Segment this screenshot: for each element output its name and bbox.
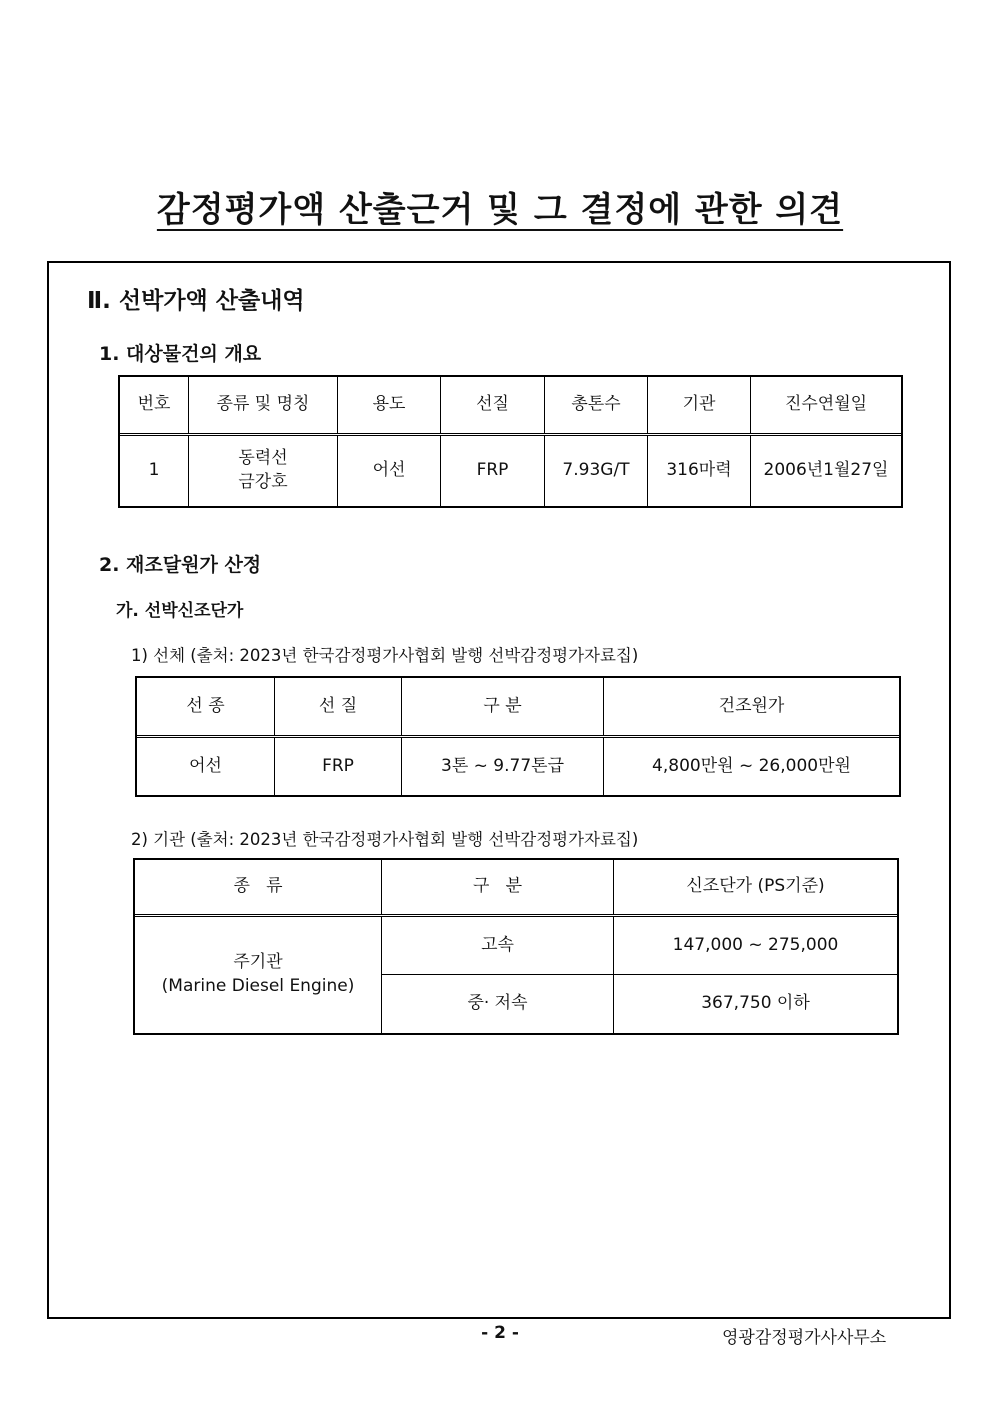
subsection-replacement-cost-heading: 2. 재조달원가 산정 [99,554,262,576]
engine-header-type: 종 류 [135,860,382,916]
hull-cell-ship-type: 어선 [137,737,275,796]
hull-header-class: 구 분 [402,678,604,737]
page-number: - 2 - [481,1323,519,1343]
header-tonnage: 총톤수 [545,377,648,435]
cell-launch-date: 2006년1월27일 [751,435,902,507]
hull-cell-build-cost: 4,800만원 ~ 26,000만원 [604,737,900,796]
engine-cell-class-high: 고속 [382,916,614,975]
engine-header-class: 구 분 [382,860,614,916]
hull-header-material: 선 질 [275,678,402,737]
engine-table [134,859,898,1034]
engine-cell-type [135,916,382,1034]
subsection-overview-heading: 1. 대상물건의 개요 [99,343,262,365]
engine-row-high-speed [135,916,898,975]
hull-cell-material: FRP [275,737,402,796]
cell-type-name [189,435,338,507]
header-no: 번호 [120,377,189,435]
cell-type-line2: 금강호 [238,472,288,492]
cell-no: 1 [120,435,189,507]
subsection-new-build-price-heading: 가. 선박신조단가 [116,601,244,621]
overview-data-row [120,435,902,507]
hull-source-note: 1) 선체 (출처: 2023년 한국감정평가사협회 발행 선박감정평가자료집) [131,646,639,665]
hull-header-ship-type: 선 종 [137,678,275,737]
cell-material: FRP [441,435,545,507]
header-material: 선질 [441,377,545,435]
cell-engine: 316마력 [648,435,751,507]
header-engine: 기관 [648,377,751,435]
header-launch-date: 진수연월일 [751,377,902,435]
engine-cell-class-mid-low: 중· 저속 [382,975,614,1034]
engine-header-unit-price: 신조단가 (PS기준) [614,860,898,916]
engine-source-note: 2) 기관 (출처: 2023년 한국감정평가사협회 발행 선박감정평가자료집) [131,830,639,849]
overview-table [119,376,902,507]
document-title: 감정평가액 산출근거 및 그 결정에 관한 의견 [156,190,844,230]
header-use: 용도 [338,377,441,435]
engine-cell-price-mid-low: 367,750 이하 [614,975,898,1034]
overview-header-row [120,377,902,435]
header-type-name: 종류 및 명칭 [189,377,338,435]
engine-type-name: 주기관 [233,952,283,973]
hull-data-row [137,737,900,796]
hull-cell-class: 3톤 ~ 9.77톤급 [402,737,604,796]
cell-type-line1: 동력선 [238,448,288,469]
hull-header-build-cost: 건조원가 [604,678,900,737]
engine-cell-price-high: 147,000 ~ 275,000 [614,916,898,975]
hull-table [136,677,900,796]
office-name: 영광감정평가사사무소 [722,1328,887,1348]
cell-tonnage: 7.93G/T [545,435,648,507]
engine-type-english: (Marine Diesel Engine) [161,976,355,996]
cell-use: 어선 [338,435,441,507]
engine-header-row [135,860,898,916]
hull-header-row [137,678,900,737]
section-heading: Ⅱ. 선박가액 산출내역 [87,288,305,314]
